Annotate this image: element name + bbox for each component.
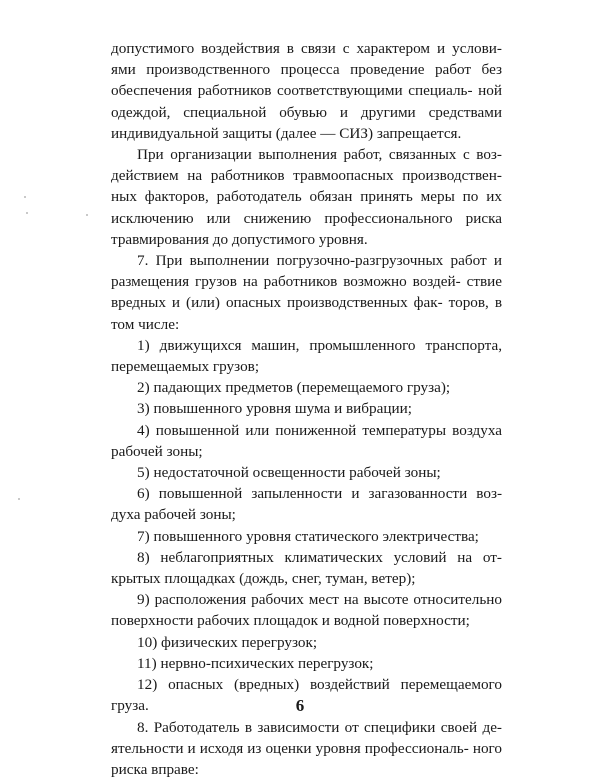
text-line: и размещения грузов на работников возможно воздей- [111, 252, 502, 290]
page-number: 6 [0, 696, 600, 716]
text-line: 9) расположения рабочих мест на высоте относительно [137, 591, 502, 608]
paragraph-item-7 [111, 250, 502, 335]
text-line: 4) повышенной или пониженной температуры воздуха [137, 422, 502, 439]
paragraph-item-8 [111, 717, 502, 780]
text-line: исключению или снижению профессионального риска [111, 210, 502, 227]
text-line: 7) повышенного уровня статического электричества; [137, 528, 479, 545]
paragraph-sub-1 [111, 335, 502, 377]
text-line: 10) физических перегрузок; [137, 634, 317, 651]
paragraph-sub-2 [111, 377, 502, 398]
text-line: 11) нервно-психических перегрузок; [137, 655, 374, 672]
paragraph-sub-8 [111, 547, 502, 589]
text-line: индивидуальной защиты (далее — СИЗ) запрещается. [111, 125, 461, 142]
text-line: 1) движущихся машин, промышленного транспорта, [137, 337, 502, 354]
text-line: 5) недостаточной освещенности рабочей зоны; [137, 464, 441, 481]
text-line: допустимого воздействия в связи с характером и услови- [111, 40, 502, 57]
paragraph-sub-4 [111, 420, 502, 462]
text-line: 8) неблагоприятных климатических условий на от- [137, 549, 502, 566]
scan-speck [24, 196, 26, 198]
paragraph-sub-5 [111, 462, 502, 483]
text-line: действием на работников травмоопасных производствен- [111, 167, 502, 184]
paragraph-continuation [111, 38, 502, 144]
text-line: ствие вредных и (или) опасных производственных фак- [111, 273, 502, 311]
text-line: ями производственного процесса проведение работ без [111, 61, 502, 78]
paragraph-sub-11 [111, 653, 502, 674]
scan-speck [86, 214, 88, 216]
paragraph-sub-9 [111, 589, 502, 631]
paragraph-sub-6 [111, 483, 502, 525]
text-line: перемещаемых грузов; [111, 358, 259, 375]
text-line: 2) падающих предметов (перемещаемого груза); [137, 379, 450, 396]
text-line: 7. При выполнении погрузочно-разгрузочных работ [137, 252, 487, 269]
scan-speck [26, 212, 28, 214]
text-line: крытых площадках (дождь, снег, туман, ветер); [111, 570, 415, 587]
page-body-text [111, 38, 502, 780]
text-line: ятельности и исходя из оценки уровня профессиональ- [111, 740, 469, 757]
text-line: ной одеждой, специальной обувью и другими средствами [111, 82, 502, 120]
text-line: рабочей зоны; [111, 443, 203, 460]
text-line: При организации выполнения работ, связанных с воз- [137, 146, 502, 163]
text-line: поверхности рабочих площадок и водной поверхности; [111, 612, 470, 629]
text-line: 12) опасных (вредных) воздействий перемещаемого [137, 676, 502, 693]
text-line: ного риска вправе: [111, 740, 502, 778]
text-line: 3) повышенного уровня шума и вибрации; [137, 400, 412, 417]
text-line: обеспечения работников соответствующими специаль- [111, 82, 473, 99]
scan-speck [18, 498, 20, 500]
paragraph-organization [111, 144, 502, 250]
text-line: 8. Работодатель в зависимости от специфики своей де- [137, 719, 502, 736]
text-line: 6) повышенной запыленности и загазованности воз- [137, 485, 502, 502]
paragraph-sub-7 [111, 526, 502, 547]
paragraph-sub-3 [111, 398, 502, 419]
text-line: травмирования до допустимого уровня. [111, 231, 368, 248]
text-line: духа рабочей зоны; [111, 506, 236, 523]
text-line: ных факторов, работодатель обязан принять меры по их [111, 188, 502, 205]
paragraph-sub-10 [111, 632, 502, 653]
text-line: груза. [111, 697, 149, 714]
text-line: торов, в том числе: [111, 294, 502, 332]
